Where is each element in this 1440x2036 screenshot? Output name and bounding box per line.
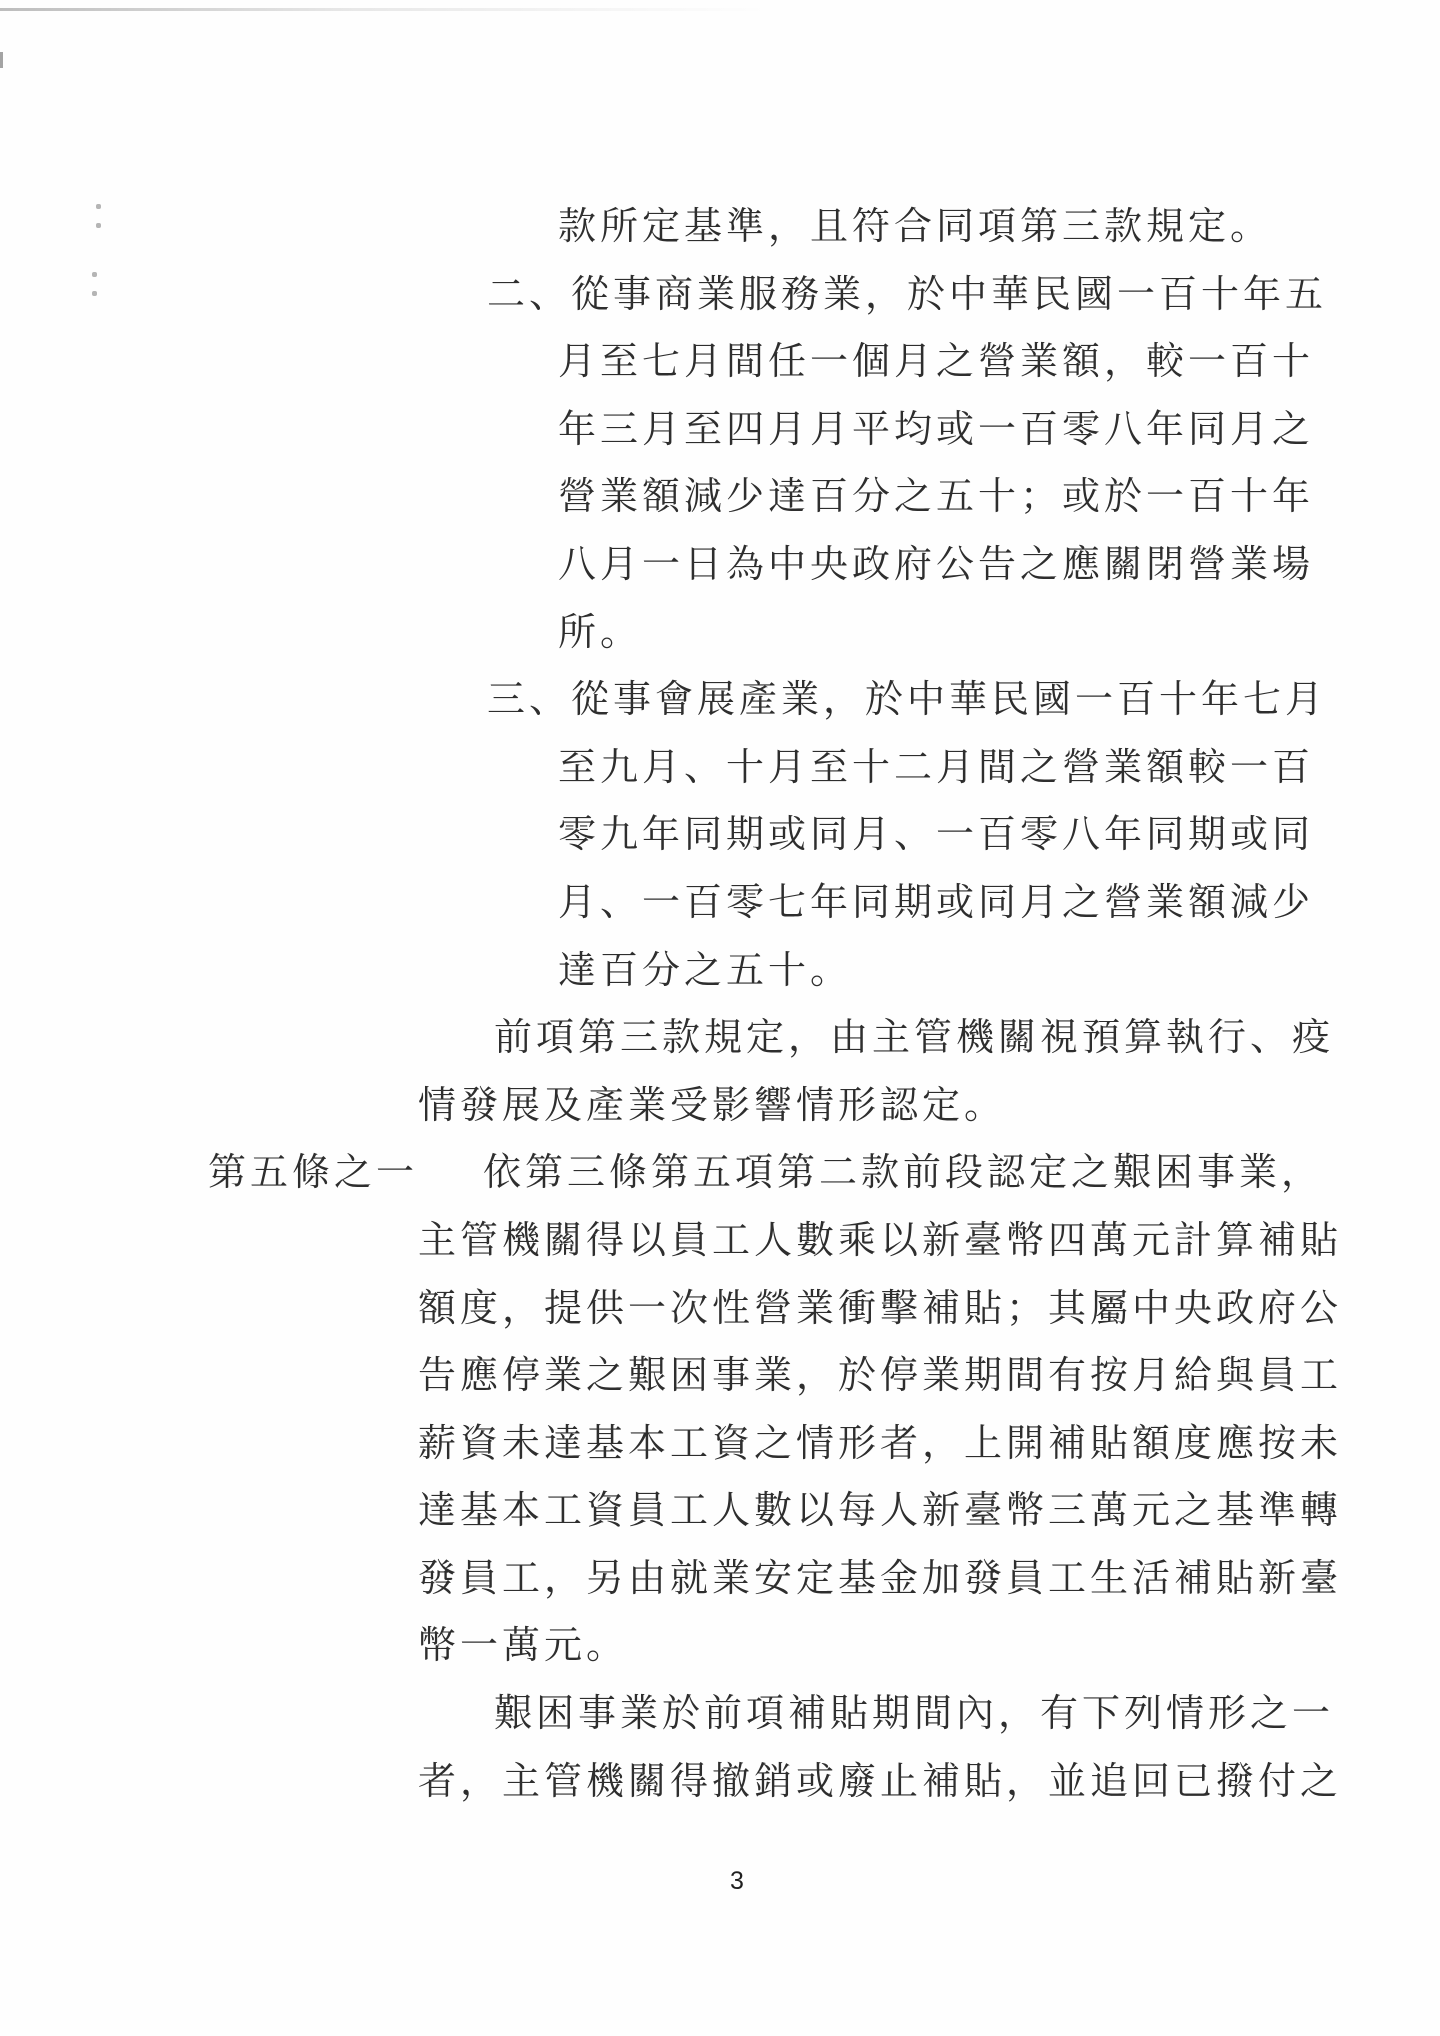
article-first-line-text: 依第三條第五項第二款前段認定之艱困事業， [483, 1152, 1324, 1195]
document-line: 款所定基準，且符合同項第三款規定。 [558, 206, 1273, 248]
document-line: 薪資未達基本工資之情形者，上開補貼額度應按未 [418, 1422, 1343, 1465]
document-line: 至九月、十月至十二月間之營業額較一百 [558, 746, 1315, 789]
scan-edge-artifact [0, 8, 770, 11]
document-line: 八月一日為中央政府公告之應關閉營業場 [558, 543, 1315, 586]
article-number-label: 第五條之一 [208, 1152, 419, 1195]
document-line: 前項第三款規定，由主管機關視預算執行、疫 [494, 1017, 1335, 1060]
document-line: 月至七月間任一個月之營業額，較一百十 [558, 341, 1315, 384]
document-line: 告應停業之艱困事業，於停業期間有按月給與員工 [418, 1355, 1343, 1398]
list-item-marker: 二、 [487, 273, 572, 316]
document-line [0, 262, 1440, 330]
document-line [0, 1140, 1440, 1208]
document-line: 發員工，另由就業安定基金加發員工生活補貼新臺 [418, 1557, 1343, 1600]
document-line: 額度，提供一次性營業衝擊補貼；其屬中央政府公 [418, 1287, 1343, 1330]
document-line: 零九年同期或同月、一百零八年同期或同 [558, 814, 1315, 857]
document-line: 艱困事業於前項補貼期間內，有下列情形之一 [494, 1693, 1335, 1736]
document-line: 營業額減少達百分之五十；或於一百十年 [558, 476, 1315, 519]
list-item-text: 從事商業服務業，於中華民國一百十年五 [571, 273, 1328, 316]
document-text-block [0, 194, 1440, 1816]
document-line: 所。 [558, 611, 643, 654]
list-item-marker: 三、 [487, 679, 572, 722]
document-line: 情發展及產業受影響情形認定。 [418, 1084, 1007, 1127]
document-line: 年三月至四月月平均或一百零八年同月之 [558, 408, 1315, 451]
document-line: 者，主管機關得撤銷或廢止補貼，並追回已撥付之 [418, 1760, 1343, 1803]
document-line: 達基本工資員工人數以每人新臺幣三萬元之基準轉 [418, 1490, 1343, 1533]
document-line: 月、一百零七年同期或同月之營業額減少 [558, 881, 1315, 924]
scan-edge-artifact [0, 52, 3, 68]
document-line: 幣一萬元。 [418, 1625, 629, 1668]
document-line: 主管機關得以員工人數乘以新臺幣四萬元計算補貼 [418, 1219, 1343, 1262]
document-line: 達百分之五十。 [558, 949, 853, 992]
list-item-text: 從事會展產業，於中華民國一百十年七月 [571, 679, 1328, 722]
page-number: 3 [730, 1867, 744, 1895]
document-line [0, 667, 1440, 735]
